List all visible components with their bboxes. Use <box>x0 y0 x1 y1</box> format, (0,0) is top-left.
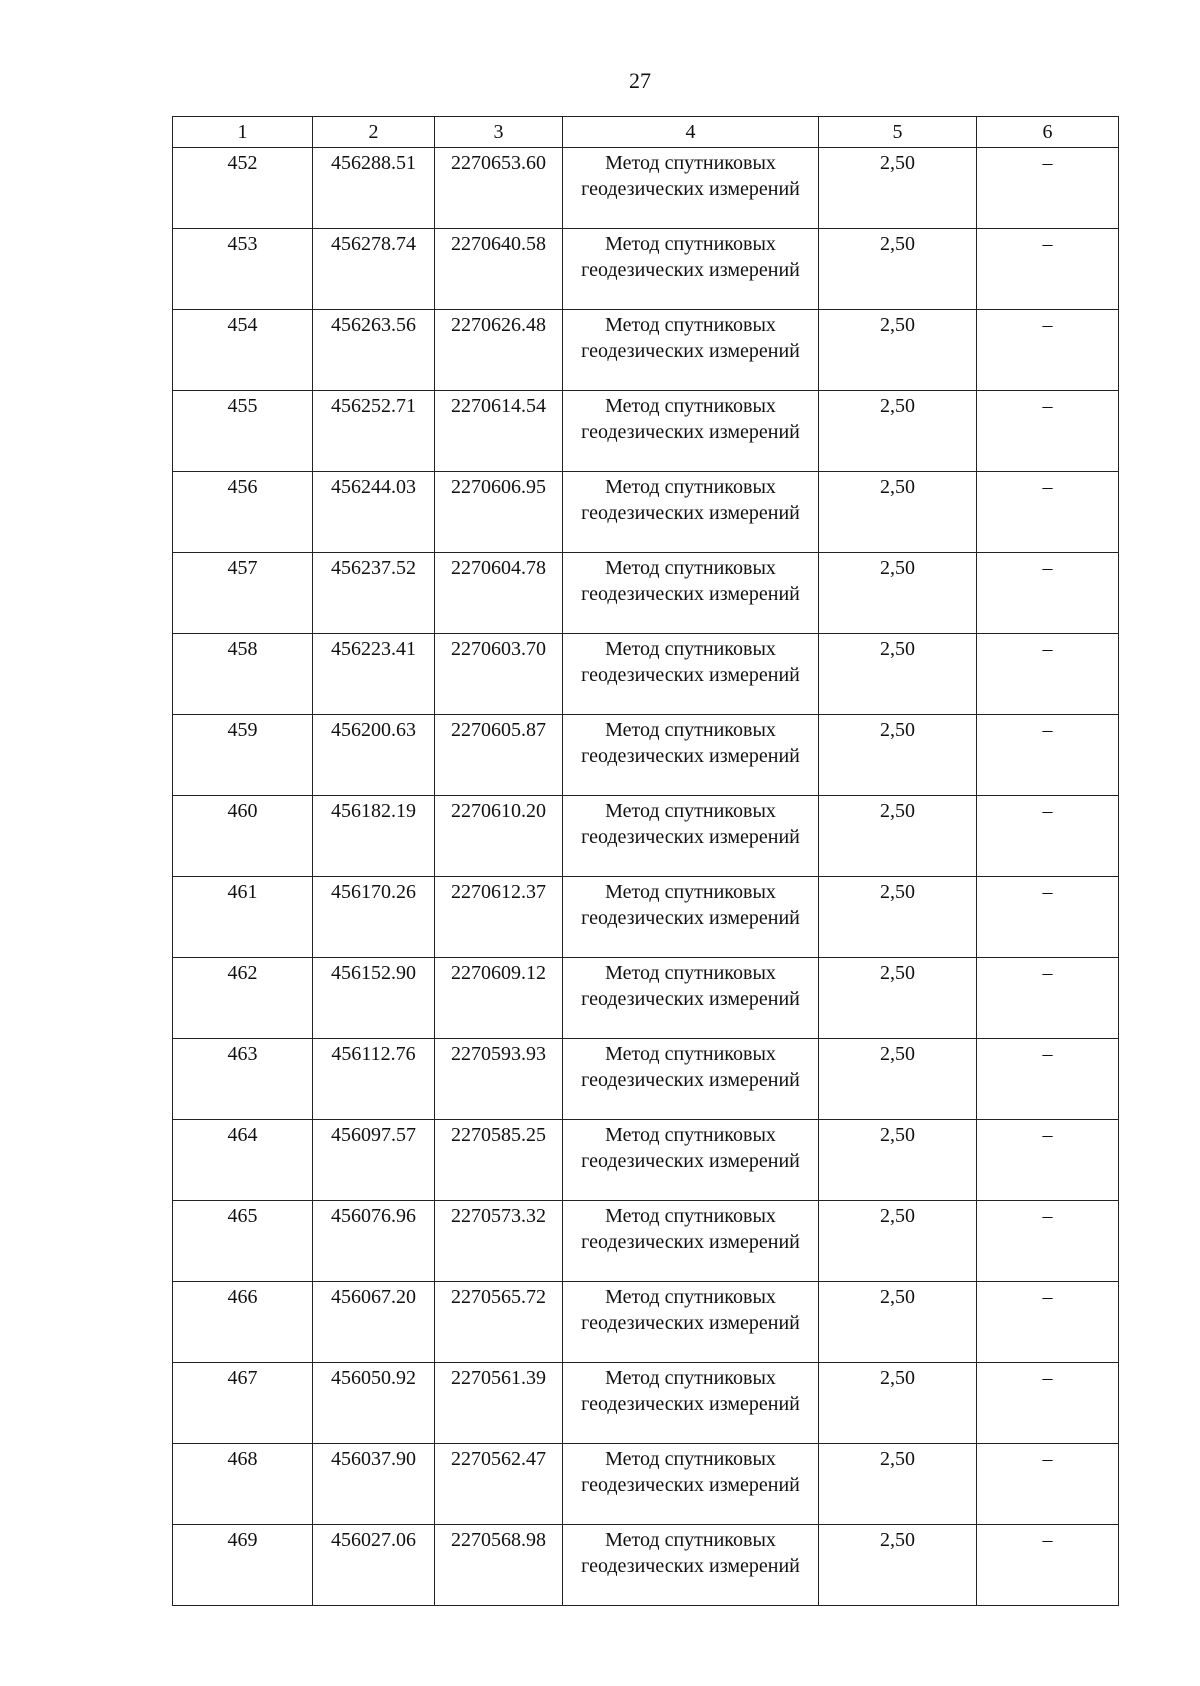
accuracy-cell: 2,50 <box>819 715 977 796</box>
table-row <box>173 229 1119 310</box>
method-cell: Метод спутниковых геодезических измерений <box>563 148 819 229</box>
x-coordinate-cell: 456288.51 <box>313 148 435 229</box>
header-col-1: 1 <box>173 117 313 148</box>
table-row <box>173 634 1119 715</box>
y-coordinate-cell: 2270568.98 <box>435 1525 563 1606</box>
note-cell: – <box>977 472 1119 553</box>
note-cell: – <box>977 1282 1119 1363</box>
note-cell: – <box>977 634 1119 715</box>
point-number-cell: 455 <box>173 391 313 472</box>
table-row <box>173 1444 1119 1525</box>
accuracy-cell: 2,50 <box>819 1363 977 1444</box>
y-coordinate-cell: 2270565.72 <box>435 1282 563 1363</box>
x-coordinate-cell: 456067.20 <box>313 1282 435 1363</box>
method-cell: Метод спутниковых геодезических измерений <box>563 1120 819 1201</box>
accuracy-cell: 2,50 <box>819 1444 977 1525</box>
x-coordinate-cell: 456263.56 <box>313 310 435 391</box>
table-row <box>173 1120 1119 1201</box>
y-coordinate-cell: 2270561.39 <box>435 1363 563 1444</box>
accuracy-cell: 2,50 <box>819 877 977 958</box>
x-coordinate-cell: 456278.74 <box>313 229 435 310</box>
y-coordinate-cell: 2270573.32 <box>435 1201 563 1282</box>
header-row <box>173 117 1119 148</box>
note-cell: – <box>977 796 1119 877</box>
table-row <box>173 310 1119 391</box>
point-number-cell: 456 <box>173 472 313 553</box>
y-coordinate-cell: 2270612.37 <box>435 877 563 958</box>
table-row <box>173 1039 1119 1120</box>
table-row <box>173 1201 1119 1282</box>
y-coordinate-cell: 2270604.78 <box>435 553 563 634</box>
y-coordinate-cell: 2270593.93 <box>435 1039 563 1120</box>
method-cell: Метод спутниковых геодезических измерений <box>563 877 819 958</box>
method-cell: Метод спутниковых геодезических измерений <box>563 553 819 634</box>
accuracy-cell: 2,50 <box>819 391 977 472</box>
point-number-cell: 460 <box>173 796 313 877</box>
table-body <box>173 148 1119 1606</box>
accuracy-cell: 2,50 <box>819 148 977 229</box>
x-coordinate-cell: 456237.52 <box>313 553 435 634</box>
point-number-cell: 466 <box>173 1282 313 1363</box>
x-coordinate-cell: 456050.92 <box>313 1363 435 1444</box>
accuracy-cell: 2,50 <box>819 1282 977 1363</box>
y-coordinate-cell: 2270653.60 <box>435 148 563 229</box>
point-number-cell: 452 <box>173 148 313 229</box>
method-cell: Метод спутниковых геодезических измерений <box>563 1525 819 1606</box>
y-coordinate-cell: 2270603.70 <box>435 634 563 715</box>
method-cell: Метод спутниковых геодезических измерений <box>563 1201 819 1282</box>
table-row <box>173 715 1119 796</box>
method-cell: Метод спутниковых геодезических измерений <box>563 229 819 310</box>
accuracy-cell: 2,50 <box>819 310 977 391</box>
x-coordinate-cell: 456244.03 <box>313 472 435 553</box>
method-cell: Метод спутниковых геодезических измерений <box>563 958 819 1039</box>
y-coordinate-cell: 2270614.54 <box>435 391 563 472</box>
note-cell: – <box>977 1525 1119 1606</box>
point-number-cell: 461 <box>173 877 313 958</box>
table-row <box>173 553 1119 634</box>
header-col-4: 4 <box>563 117 819 148</box>
method-cell: Метод спутниковых геодезических измерений <box>563 310 819 391</box>
point-number-cell: 458 <box>173 634 313 715</box>
point-number-cell: 457 <box>173 553 313 634</box>
x-coordinate-cell: 456027.06 <box>313 1525 435 1606</box>
accuracy-cell: 2,50 <box>819 634 977 715</box>
point-number-cell: 459 <box>173 715 313 796</box>
accuracy-cell: 2,50 <box>819 796 977 877</box>
x-coordinate-cell: 456152.90 <box>313 958 435 1039</box>
point-number-cell: 467 <box>173 1363 313 1444</box>
x-coordinate-cell: 456200.63 <box>313 715 435 796</box>
header-col-2: 2 <box>313 117 435 148</box>
table-row <box>173 1525 1119 1606</box>
y-coordinate-cell: 2270626.48 <box>435 310 563 391</box>
accuracy-cell: 2,50 <box>819 1525 977 1606</box>
note-cell: – <box>977 877 1119 958</box>
point-number-cell: 454 <box>173 310 313 391</box>
point-number-cell: 468 <box>173 1444 313 1525</box>
x-coordinate-cell: 456112.76 <box>313 1039 435 1120</box>
note-cell: – <box>977 1444 1119 1525</box>
note-cell: – <box>977 391 1119 472</box>
note-cell: – <box>977 1120 1119 1201</box>
note-cell: – <box>977 715 1119 796</box>
method-cell: Метод спутниковых геодезических измерений <box>563 1039 819 1120</box>
y-coordinate-cell: 2270609.12 <box>435 958 563 1039</box>
x-coordinate-cell: 456170.26 <box>313 877 435 958</box>
table-row <box>173 796 1119 877</box>
x-coordinate-cell: 456076.96 <box>313 1201 435 1282</box>
accuracy-cell: 2,50 <box>819 229 977 310</box>
y-coordinate-cell: 2270585.25 <box>435 1120 563 1201</box>
table-row <box>173 958 1119 1039</box>
method-cell: Метод спутниковых геодезических измерений <box>563 1444 819 1525</box>
point-number-cell: 464 <box>173 1120 313 1201</box>
table-row <box>173 472 1119 553</box>
point-number-cell: 469 <box>173 1525 313 1606</box>
note-cell: – <box>977 310 1119 391</box>
note-cell: – <box>977 1201 1119 1282</box>
note-cell: – <box>977 958 1119 1039</box>
accuracy-cell: 2,50 <box>819 958 977 1039</box>
note-cell: – <box>977 229 1119 310</box>
table-row <box>173 1282 1119 1363</box>
header-col-5: 5 <box>819 117 977 148</box>
x-coordinate-cell: 456182.19 <box>313 796 435 877</box>
header-col-6: 6 <box>977 117 1119 148</box>
method-cell: Метод спутниковых геодезических измерений <box>563 1363 819 1444</box>
note-cell: – <box>977 1039 1119 1120</box>
table-row <box>173 391 1119 472</box>
accuracy-cell: 2,50 <box>819 1039 977 1120</box>
accuracy-cell: 2,50 <box>819 1201 977 1282</box>
y-coordinate-cell: 2270562.47 <box>435 1444 563 1525</box>
table-header <box>173 117 1119 148</box>
x-coordinate-cell: 456252.71 <box>313 391 435 472</box>
method-cell: Метод спутниковых геодезических измерений <box>563 472 819 553</box>
table-row <box>173 148 1119 229</box>
accuracy-cell: 2,50 <box>819 472 977 553</box>
x-coordinate-cell: 456223.41 <box>313 634 435 715</box>
x-coordinate-cell: 456037.90 <box>313 1444 435 1525</box>
point-number-cell: 462 <box>173 958 313 1039</box>
page-number: 27 <box>629 68 651 93</box>
note-cell: – <box>977 553 1119 634</box>
y-coordinate-cell: 2270605.87 <box>435 715 563 796</box>
method-cell: Метод спутниковых геодезических измерений <box>563 715 819 796</box>
y-coordinate-cell: 2270610.20 <box>435 796 563 877</box>
table-row <box>173 1363 1119 1444</box>
accuracy-cell: 2,50 <box>819 553 977 634</box>
point-number-cell: 453 <box>173 229 313 310</box>
header-col-3: 3 <box>435 117 563 148</box>
accuracy-cell: 2,50 <box>819 1120 977 1201</box>
coordinates-table <box>172 116 1119 1606</box>
note-cell: – <box>977 1363 1119 1444</box>
method-cell: Метод спутниковых геодезических измерений <box>563 391 819 472</box>
method-cell: Метод спутниковых геодезических измерений <box>563 796 819 877</box>
method-cell: Метод спутниковых геодезических измерений <box>563 634 819 715</box>
method-cell: Метод спутниковых геодезических измерений <box>563 1282 819 1363</box>
table-row <box>173 877 1119 958</box>
y-coordinate-cell: 2270640.58 <box>435 229 563 310</box>
note-cell: – <box>977 148 1119 229</box>
point-number-cell: 463 <box>173 1039 313 1120</box>
y-coordinate-cell: 2270606.95 <box>435 472 563 553</box>
x-coordinate-cell: 456097.57 <box>313 1120 435 1201</box>
point-number-cell: 465 <box>173 1201 313 1282</box>
